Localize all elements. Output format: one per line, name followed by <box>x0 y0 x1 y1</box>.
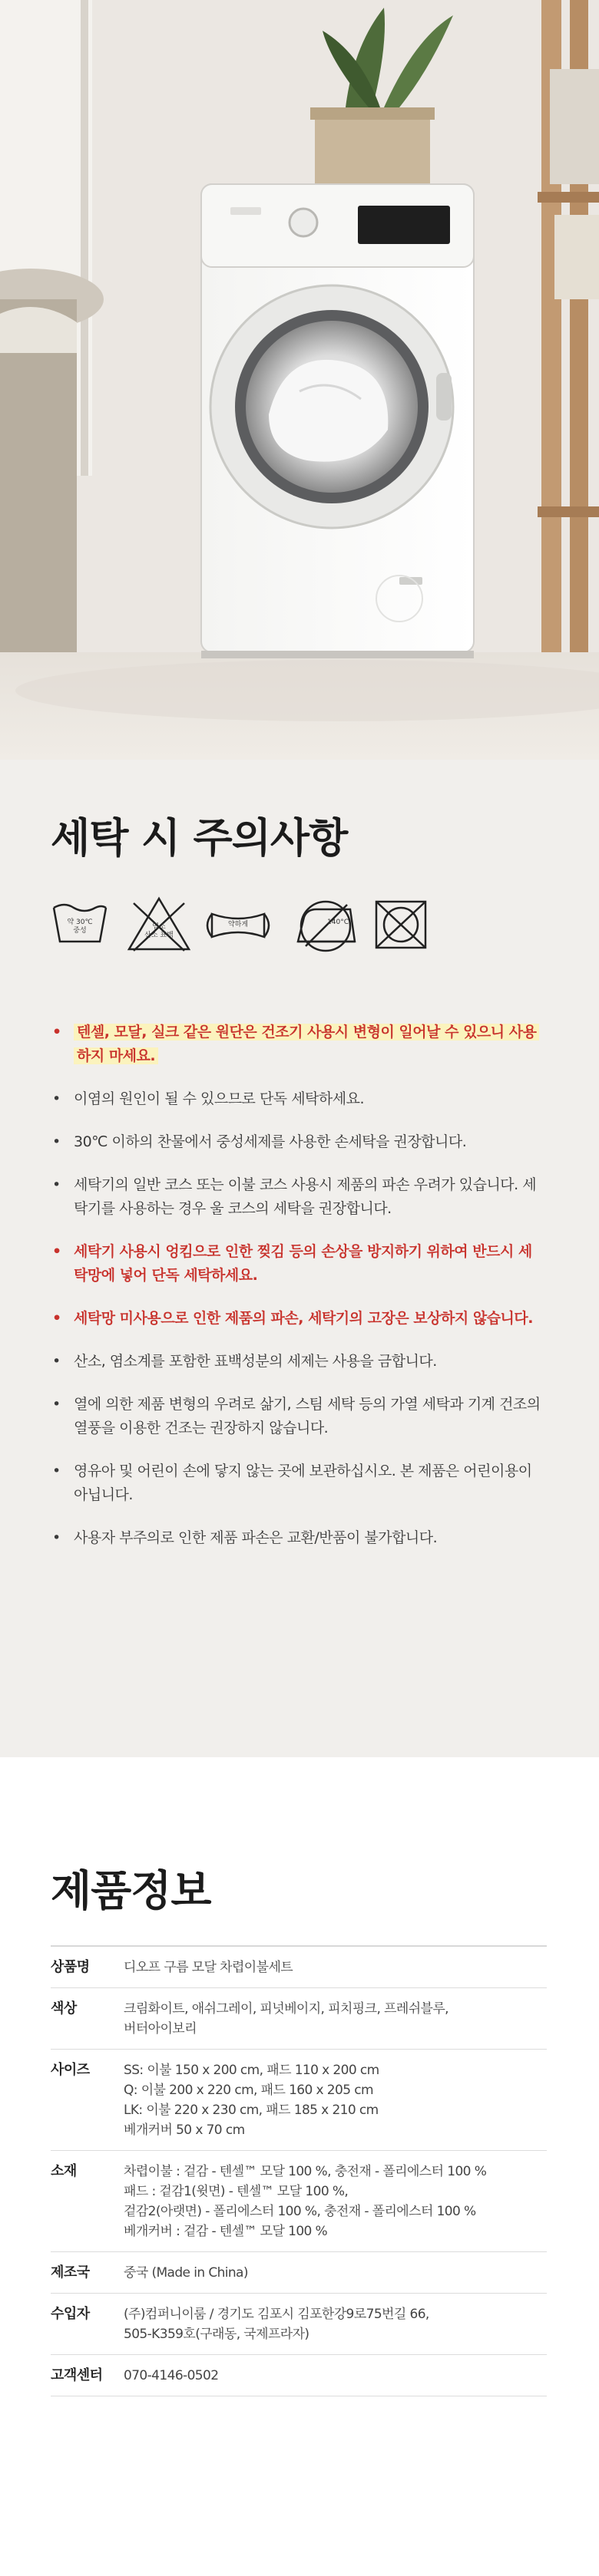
bleach-triangle-crossed-icon <box>126 895 192 957</box>
care-note <box>52 1526 544 1550</box>
care-title: 세탁 시 주의사항 <box>51 815 348 862</box>
iron-crossed-icon <box>290 899 361 955</box>
care-note-text: 사용자 부주의로 인한 제품 파손은 교환/반품이 불가합니다. <box>74 1529 438 1546</box>
product-info-section <box>0 1757 599 2576</box>
care-note <box>52 1460 544 1507</box>
row-value-line: SS: 이불 150 x 200 cm, 패드 110 x 200 cm <box>124 2063 379 2078</box>
row-value-line: 겉감2(아랫면) - 폴리에스터 100 %, 충전재 - 폴리에스터 100 % <box>124 2204 476 2219</box>
row-value-line: 중국 (Made in China) <box>124 2265 248 2281</box>
product-info-table <box>51 1945 547 2396</box>
care-note <box>52 1350 544 1374</box>
table-row <box>51 2050 547 2151</box>
row-value-line: 크림화이트, 애쉬그레이, 피넛베이지, 피치핑크, 프레쉬블루, <box>124 2001 448 2017</box>
care-note-text: 세탁기의 일반 코스 또는 이불 코스 사용시 제품의 파손 우려가 있습니다. 세탁기를 사용하는 경우 울 코스의 세탁을 권장합니다. <box>74 1176 537 1217</box>
row-value <box>124 2263 547 2283</box>
symbol-label: 약 30℃ <box>67 919 93 926</box>
bullet-icon: • <box>52 1353 61 1370</box>
care-note-text: 영유아 및 어린이 손에 닿지 않는 곳에 보관하십시오. 본 제품은 어린이용이 아닙니다. <box>74 1463 532 1503</box>
care-note-text: 산소, 염소계를 포함한 표백성분의 세제는 사용을 금합니다. <box>74 1353 437 1370</box>
care-note <box>52 1130 544 1154</box>
row-value-line: 버터아이보리 <box>124 2021 197 2037</box>
table-row <box>51 1988 547 2050</box>
table-row <box>51 2151 547 2252</box>
hand-wash-30-icon <box>51 902 109 951</box>
row-value-line: (주)컴퍼니이룸 / 경기도 김포시 김포한강9로75번길 66, <box>124 2307 429 2322</box>
bullet-icon: • <box>52 1133 61 1150</box>
bullet-icon: • <box>52 1310 61 1327</box>
row-value <box>124 1999 547 2039</box>
row-value-line: 베개커버 50 x 70 cm <box>124 2122 245 2138</box>
table-row <box>51 2252 547 2294</box>
row-value <box>124 2162 547 2241</box>
row-value-line: 070-4146-0502 <box>124 2368 219 2383</box>
row-key: 수입자 <box>51 2306 90 2322</box>
row-key: 상품명 <box>51 1959 90 1975</box>
care-note <box>52 1240 544 1288</box>
row-value-line: LK: 이불 220 x 230 cm, 패드 185 x 210 cm <box>124 2103 379 2118</box>
row-value <box>124 2366 547 2386</box>
row-value-line: 차렵이불 : 겉감 - 텐셀™ 모달 100 %, 충전재 - 폴리에스터 100 % <box>124 2164 487 2179</box>
bullet-icon: • <box>52 1090 61 1107</box>
care-note <box>52 1393 544 1440</box>
bullet-icon: • <box>52 1243 61 1260</box>
product-info-title: 제품정보 <box>51 1866 211 1915</box>
row-value-line: 디오프 구름 모달 차렵이불세트 <box>124 1960 293 1975</box>
care-note-text: 30℃ 이하의 찬물에서 중성세제를 사용한 손세탁을 권장합니다. <box>74 1133 467 1150</box>
wring-gently-icon <box>201 906 275 948</box>
row-key: 사이즈 <box>51 2062 90 2078</box>
care-note-text: 텐셀, 모달, 실크 같은 원단은 건조기 사용시 변형이 일어날 수 있으니 사용하지 마세요. <box>74 1024 539 1064</box>
washing-machine-photo <box>0 0 599 760</box>
tumble-dry-crossed-icon <box>373 900 429 952</box>
row-key: 고객센터 <box>51 2367 103 2383</box>
care-note <box>52 1173 544 1221</box>
row-value-line: 베개커버 : 겉감 - 텐셀™ 모달 100 % <box>124 2224 328 2239</box>
care-note-text: 이염의 원인이 될 수 있으므로 단독 세탁하세요. <box>74 1090 365 1107</box>
care-instructions-section <box>0 760 599 1757</box>
table-row <box>51 2294 547 2355</box>
row-value <box>124 2060 547 2140</box>
symbol-label: 산소 표백 <box>144 932 174 939</box>
row-value-line: Q: 이불 200 x 220 cm, 패드 160 x 205 cm <box>124 2083 373 2098</box>
symbol-label: 중성 <box>73 927 87 935</box>
bullet-icon: • <box>52 1396 61 1413</box>
symbol-label: 약하게 <box>227 921 249 928</box>
care-note-text: 세탁기 사용시 엉킴으로 인한 찢김 등의 손상을 방지하기 위하여 반드시 세탁망에 넣어 단독 세탁하세요. <box>74 1243 532 1284</box>
row-key: 제조국 <box>51 2264 90 2281</box>
row-key: 색상 <box>51 2000 77 2017</box>
symbol-label: 염소 <box>152 923 166 931</box>
bullet-icon: • <box>52 1024 61 1041</box>
row-value-line: 패드 : 겉감1(윗면) - 텐셀™ 모달 100 %, <box>124 2184 349 2199</box>
row-value <box>124 2304 547 2344</box>
bullet-icon: • <box>52 1176 61 1193</box>
care-symbols <box>51 902 450 971</box>
row-key: 소재 <box>51 2163 77 2179</box>
row-value-line: 505-K359호(구래동, 국제프라자) <box>124 2327 309 2342</box>
care-note <box>52 1307 544 1331</box>
care-note <box>52 1087 544 1111</box>
table-row <box>51 1947 547 1988</box>
row-value <box>124 1958 547 1977</box>
bullet-icon: • <box>52 1529 61 1546</box>
care-note-text: 세탁망 미사용으로 인한 제품의 파손, 세탁기의 고장은 보상하지 않습니다. <box>74 1310 533 1327</box>
table-row <box>51 2355 547 2396</box>
symbol-label: 140°C <box>327 919 349 926</box>
care-note-text: 열에 의한 제품 변형의 우려로 삶기, 스팀 세탁 등의 가열 세탁과 기계 건조의 열풍을 이용한 건조는 권장하지 않습니다. <box>74 1396 541 1436</box>
care-notes-list <box>52 1021 544 1569</box>
bullet-icon: • <box>52 1463 61 1479</box>
care-note <box>52 1021 544 1068</box>
